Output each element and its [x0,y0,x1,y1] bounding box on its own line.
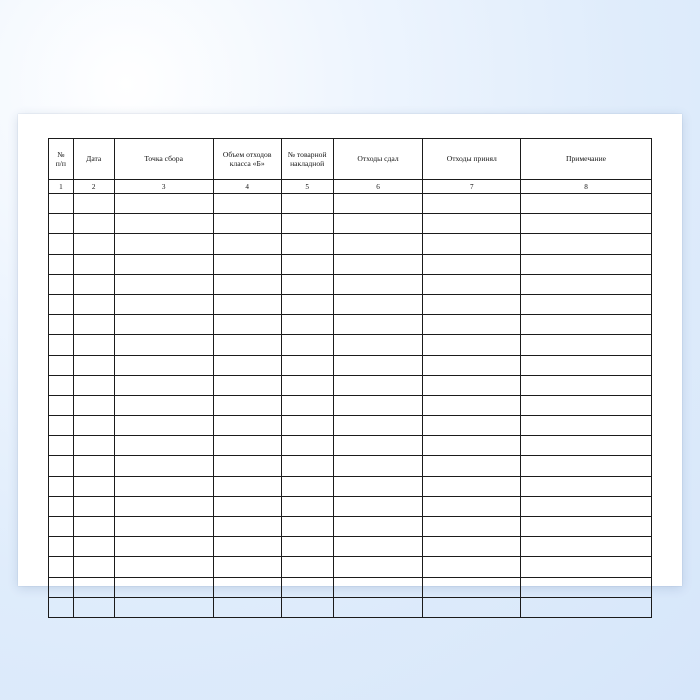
column-header-5: № товарной накладной [281,139,333,180]
table-cell[interactable] [521,254,652,274]
table-cell[interactable] [281,194,333,214]
table-cell[interactable] [114,395,213,415]
table-cell[interactable] [281,537,333,557]
table-cell[interactable] [423,456,521,476]
table-cell[interactable] [423,557,521,577]
table-cell[interactable] [114,274,213,294]
table-cell[interactable] [49,234,74,254]
table-cell[interactable] [281,214,333,234]
table-cell[interactable] [423,194,521,214]
table-cell[interactable] [73,234,114,254]
table-cell[interactable] [281,517,333,537]
column-header-6: Отходы сдал [333,139,423,180]
table-cell[interactable] [213,214,281,234]
table-row [49,416,652,436]
column-number-4: 4 [213,180,281,194]
table-cell[interactable] [213,395,281,415]
table-cell[interactable] [49,456,74,476]
table-cell[interactable] [114,254,213,274]
table-cell[interactable] [333,274,423,294]
journal-table-container [48,138,652,562]
table-cell[interactable] [213,254,281,274]
table-cell[interactable] [333,214,423,234]
table-cell[interactable] [49,476,74,496]
table-cell[interactable] [73,537,114,557]
table-cell[interactable] [73,375,114,395]
table-row [49,274,652,294]
table-body [49,194,652,618]
table-cell[interactable] [49,557,74,577]
table-row [49,577,652,597]
table-row [49,496,652,516]
table-row [49,315,652,335]
table-cell[interactable] [423,517,521,537]
table-cell[interactable] [521,335,652,355]
table-cell[interactable] [213,557,281,577]
table-cell[interactable] [49,416,74,436]
table-cell[interactable] [333,234,423,254]
column-number-8: 8 [521,180,652,194]
table-cell[interactable] [73,597,114,617]
table-cell[interactable] [521,395,652,415]
table-cell[interactable] [73,395,114,415]
table-row [49,214,652,234]
column-header-2: Дата [73,139,114,180]
table-cell[interactable] [521,315,652,335]
table-cell[interactable] [423,375,521,395]
table-cell[interactable] [49,436,74,456]
table-cell[interactable] [213,476,281,496]
table-cell[interactable] [281,496,333,516]
table-cell[interactable] [521,557,652,577]
table-cell[interactable] [213,537,281,557]
column-header-8: Примечание [521,139,652,180]
table-cell[interactable] [423,476,521,496]
table-cell[interactable] [333,375,423,395]
table-cell[interactable] [213,416,281,436]
column-number-1: 1 [49,180,74,194]
table-cell[interactable] [521,214,652,234]
table-cell[interactable] [213,315,281,335]
column-header-3: Точка сбора [114,139,213,180]
table-cell[interactable] [521,294,652,314]
column-number-row [49,180,652,194]
table-cell[interactable] [521,537,652,557]
table-cell[interactable] [114,375,213,395]
table-row [49,517,652,537]
table-cell[interactable] [114,557,213,577]
table-cell[interactable] [521,496,652,516]
table-cell[interactable] [213,194,281,214]
column-number-7: 7 [423,180,521,194]
table-cell[interactable] [333,416,423,436]
table-cell[interactable] [333,355,423,375]
table-cell[interactable] [114,315,213,335]
table-cell[interactable] [333,294,423,314]
table-cell[interactable] [114,597,213,617]
table-cell[interactable] [49,496,74,516]
table-cell[interactable] [521,416,652,436]
table-cell[interactable] [521,476,652,496]
table-cell[interactable] [333,496,423,516]
table-cell[interactable] [73,194,114,214]
table-cell[interactable] [114,416,213,436]
table-cell[interactable] [114,476,213,496]
table-cell[interactable] [333,436,423,456]
table-cell[interactable] [281,476,333,496]
table-cell[interactable] [423,214,521,234]
table-cell[interactable] [114,194,213,214]
table-cell[interactable] [423,416,521,436]
table-row [49,335,652,355]
table-cell[interactable] [114,294,213,314]
table-header-row [49,139,652,180]
table-cell[interactable] [521,577,652,597]
table-cell[interactable] [213,274,281,294]
table-cell[interactable] [49,254,74,274]
table-cell[interactable] [49,294,74,314]
table-cell[interactable] [213,355,281,375]
table-row [49,194,652,214]
table-cell[interactable] [73,315,114,335]
table-cell[interactable] [213,597,281,617]
table-cell[interactable] [333,517,423,537]
table-cell[interactable] [49,537,74,557]
table-cell[interactable] [423,254,521,274]
column-header-7: Отходы принял [423,139,521,180]
table-cell[interactable] [281,375,333,395]
table-cell[interactable] [333,456,423,476]
table-cell[interactable] [213,577,281,597]
journal-table [48,138,652,618]
table-cell[interactable] [521,436,652,456]
column-number-5: 5 [281,180,333,194]
table-row [49,355,652,375]
column-number-3: 3 [114,180,213,194]
table-cell[interactable] [281,274,333,294]
table-cell[interactable] [281,436,333,456]
table-cell[interactable] [423,577,521,597]
table-cell[interactable] [114,234,213,254]
table-cell[interactable] [73,274,114,294]
table-cell[interactable] [213,517,281,537]
table-cell[interactable] [213,294,281,314]
table-cell[interactable] [73,254,114,274]
table-cell[interactable] [73,517,114,537]
table-cell[interactable] [281,557,333,577]
table-cell[interactable] [281,395,333,415]
table-cell[interactable] [49,577,74,597]
table-cell[interactable] [333,194,423,214]
table-cell[interactable] [521,456,652,476]
table-cell[interactable] [281,355,333,375]
table-cell[interactable] [73,557,114,577]
table-cell[interactable] [333,557,423,577]
table-cell[interactable] [333,537,423,557]
table-cell[interactable] [114,335,213,355]
table-cell[interactable] [281,577,333,597]
column-header-1: № п/п [49,139,74,180]
table-cell[interactable] [114,537,213,557]
table-cell[interactable] [114,496,213,516]
table-cell[interactable] [213,234,281,254]
table-cell[interactable] [333,476,423,496]
table-cell[interactable] [521,355,652,375]
table-row [49,294,652,314]
table-cell[interactable] [281,335,333,355]
table-row [49,375,652,395]
table-cell[interactable] [521,194,652,214]
table-cell[interactable] [114,456,213,476]
table-cell[interactable] [281,456,333,476]
table-row [49,557,652,577]
table-cell[interactable] [73,416,114,436]
table-cell[interactable] [423,537,521,557]
table-cell[interactable] [73,456,114,476]
table-cell[interactable] [49,375,74,395]
table-cell[interactable] [423,315,521,335]
table-cell[interactable] [73,214,114,234]
table-cell[interactable] [49,315,74,335]
table-cell[interactable] [114,577,213,597]
column-number-2: 2 [73,180,114,194]
table-cell[interactable] [333,395,423,415]
table-cell[interactable] [49,194,74,214]
table-cell[interactable] [114,436,213,456]
table-cell[interactable] [213,496,281,516]
table-cell[interactable] [281,416,333,436]
table-row [49,456,652,476]
table-cell[interactable] [521,597,652,617]
table-cell[interactable] [73,335,114,355]
table-cell[interactable] [213,375,281,395]
table-cell[interactable] [333,315,423,335]
table-cell[interactable] [49,335,74,355]
table-cell[interactable] [281,294,333,314]
table-cell[interactable] [423,496,521,516]
table-cell[interactable] [281,597,333,617]
table-cell[interactable] [281,254,333,274]
table-cell[interactable] [213,456,281,476]
table-row [49,436,652,456]
document-sheet [18,114,682,586]
table-cell[interactable] [521,274,652,294]
table-cell[interactable] [423,597,521,617]
table-cell[interactable] [73,577,114,597]
table-cell[interactable] [521,234,652,254]
table-cell[interactable] [73,476,114,496]
table-cell[interactable] [333,254,423,274]
table-cell[interactable] [49,355,74,375]
table-cell[interactable] [281,315,333,335]
table-cell[interactable] [49,517,74,537]
table-cell[interactable] [333,335,423,355]
table-cell[interactable] [49,214,74,234]
table-cell[interactable] [423,335,521,355]
table-cell[interactable] [213,436,281,456]
table-cell[interactable] [333,577,423,597]
table-cell[interactable] [423,355,521,375]
table-cell[interactable] [114,517,213,537]
table-row [49,234,652,254]
table-cell[interactable] [73,294,114,314]
table-cell[interactable] [114,355,213,375]
table-cell[interactable] [423,395,521,415]
table-cell[interactable] [213,335,281,355]
table-cell[interactable] [423,436,521,456]
table-cell[interactable] [521,375,652,395]
table-row [49,254,652,274]
table-cell[interactable] [333,597,423,617]
table-cell[interactable] [73,436,114,456]
table-cell[interactable] [73,355,114,375]
table-cell[interactable] [49,274,74,294]
column-header-4: Объем отходов класса «Б» [213,139,281,180]
table-cell[interactable] [281,234,333,254]
table-cell[interactable] [423,274,521,294]
table-cell[interactable] [73,496,114,516]
table-cell[interactable] [423,294,521,314]
table-cell[interactable] [49,395,74,415]
table-cell[interactable] [49,597,74,617]
table-row [49,476,652,496]
table-cell[interactable] [114,214,213,234]
table-row [49,537,652,557]
table-row [49,395,652,415]
column-number-6: 6 [333,180,423,194]
table-row [49,597,652,617]
table-cell[interactable] [423,234,521,254]
table-cell[interactable] [521,517,652,537]
